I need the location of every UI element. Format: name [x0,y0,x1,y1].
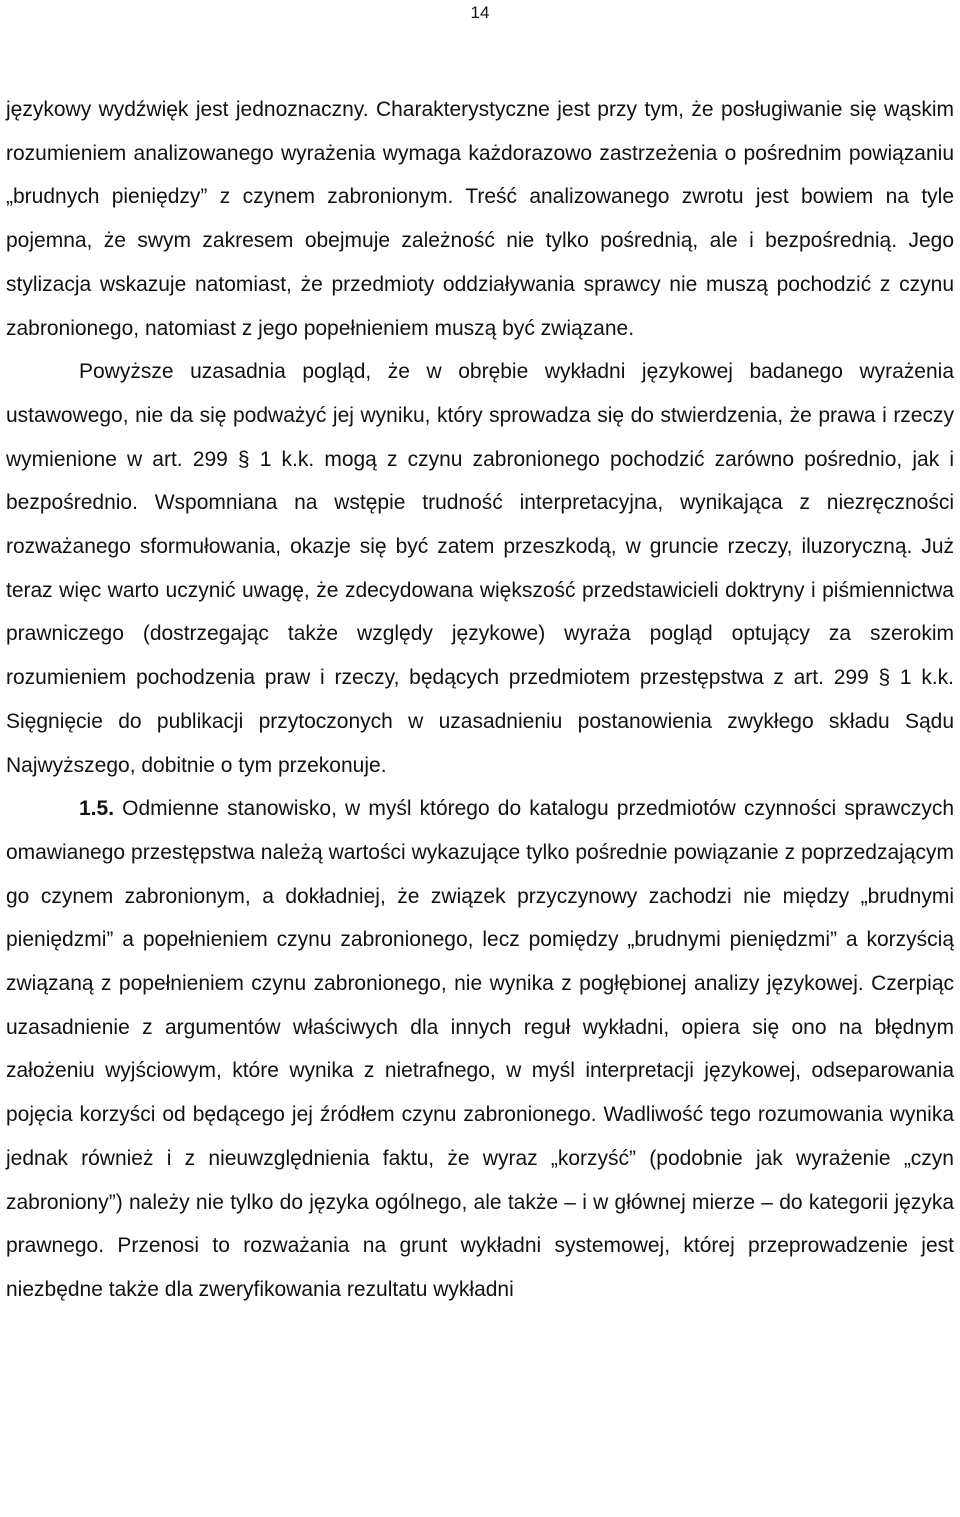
paragraph-text: Odmienne stanowisko, w myśl którego do katalogu przedmiotów czynności sprawczych omawianego przestępstwa należą wartości wykazujące tylko pośrednie powiązanie z poprzedzającym go czynem zabronionym, a dokładniej, że związek przyczynowy zachodzi nie między „brudnymi pieniędzmi” a popełnieniem czynu zabronionego, lecz pomiędzy „brudnymi pieniędzmi” a korzyścią związaną z popełnieniem czynu zabronionego, nie wynika z pogłębionej analizy językowej. Czerpiąc uzasadnienie z argumentów właściwych dla innych reguł wykładni, opiera się ono na błędnym założeniu wyjściowym, które wynika z nietrafnego, w myśl interpretacji językowej, odseparowania pojęcia korzyści od będącego jej źródłem czynu zabronionego. Wadliwość tego rozumowania wynika jednak również i z nieuwzględnienia faktu, że wyraz „korzyść” (podobnie jak wyrażenie „czyn zabroniony”) należy nie tylko do języka ogólnego, ale także – i w głównej mierze – do kategorii języka prawnego. Przenosi to rozważania na grunt wykładni systemowej, której przeprowadzenie jest niezbędne także dla zweryfikowania rezultatu wykładni [6,797,955,1301]
numbered-paragraph [6,787,954,1311]
paragraph: językowy wydźwięk jest jednoznaczny. Charakterystyczne jest przy tym, że posługiwanie się wąskim rozumieniem analizowanego wyrażenia wymaga każdorazowo zastrzeżenia o pośrednim powiązaniu „brudnych pieniędzy” z czynem zabronionym. Treść analizowanego zwrotu jest bowiem na tyle pojemna, że swym zakresem obejmuje zależność nie tylko pośrednią, ale i bezpośrednią. Jego stylizacja wskazuje natomiast, że przedmioty oddziaływania sprawcy nie muszą pochodzić z czynu zabronionego, natomiast z jego popełnieniem muszą być związane. [6,98,954,340]
section-number: 1.5. [79,797,115,821]
paragraph: Powyższe uzasadnia pogląd, że w obrębie wykładni językowej badanego wyrażenia ustawowego, nie da się podważyć jej wyniku, który sprowadza się do stwierdzenia, że prawa i rzeczy wymienione w art. 299 § 1 k.k. mogą z czynu zabronionego pochodzić zarówno pośrednio, jak i bezpośrednio. Wspomniana na wstępie trudność interpretacyjna, wynikająca z niezręczności rozważanego sformułowania, okazje się być zatem przeszkodą, w gruncie rzeczy, iluzoryczną. Już teraz więc warto uczynić uwagę, że zdecydowana większość przedstawicieli doktryny i piśmiennictwa prawniczego (dostrzegając także względy językowe) wyraża pogląd optujący za szerokim rozumieniem pochodzenia praw i rzeczy, będących przedmiotem przestępstwa z art. 299 § 1 k.k. Sięgnięcie do publikacji przytoczonych w uzasadnieniu postanowienia zwykłego składu Sądu Najwyższego, dobitnie o tym przekonuje. [6,360,954,777]
document-body [6,88,954,1312]
page-number: 14 [470,3,490,22]
